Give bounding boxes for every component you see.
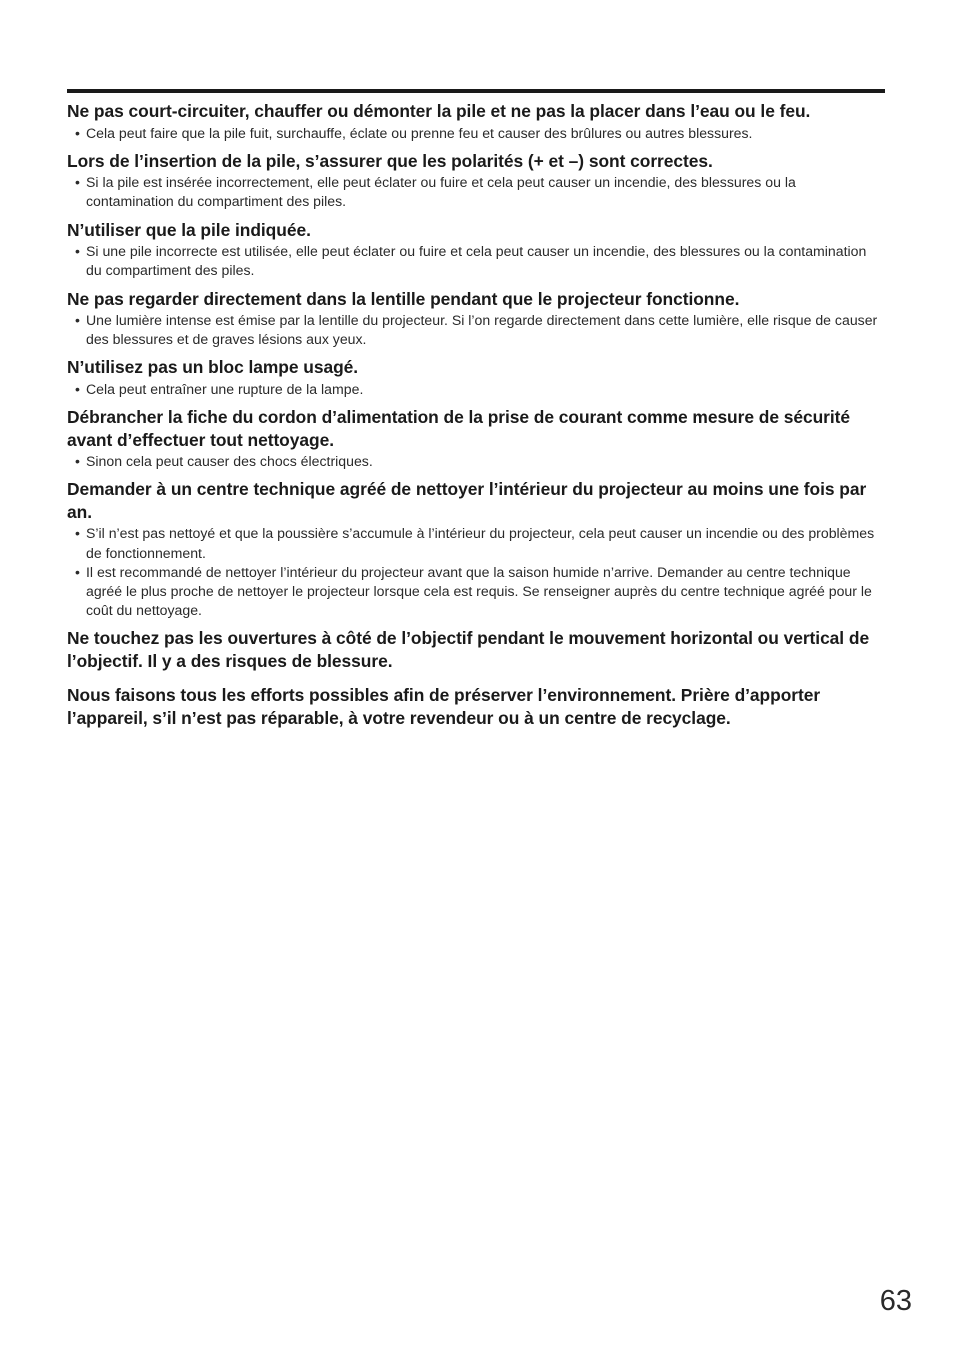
page-number: 63 [879, 1285, 912, 1317]
section-environment [67, 684, 885, 729]
bullet-dot: • [75, 124, 80, 141]
bullet-dot: • [75, 312, 80, 329]
bullet-dot: • [75, 525, 80, 542]
bullet-text: Cela peut faire que la pile fuit, surchauffe, éclate ou prenne feu et causer des brûlures ou autres blessures. [86, 124, 753, 141]
bullet-text: Si une pile incorrecte est utilisée, elle peut éclater ou fuire et cela peut causer un incendie, des blessures ou la contamination du compartiment des piles. [86, 243, 867, 279]
bullet-list [67, 173, 885, 211]
bullet-list [67, 124, 885, 143]
section-battery-polarity [67, 150, 885, 212]
bullet-list [67, 380, 885, 399]
bullet-dot: • [75, 563, 80, 580]
section-heading: Débrancher la fiche du cordon d’alimentation de la prise de courant comme mesure de sécurité avant d’effectuer tout nettoyage. [67, 407, 851, 450]
section-specified-battery [67, 219, 885, 281]
section-lens-openings [67, 627, 885, 672]
section-heading: Nous faisons tous les efforts possibles afin de préserver l’environnement. Prière d’apporter l’appareil, s’il n’est pas réparable, à votre revendeur ou à un centre de recyclage. [67, 685, 821, 728]
bullet-dot: • [75, 380, 80, 397]
section-battery-short-circuit [67, 100, 885, 143]
bullet-dot: • [75, 174, 80, 191]
section-heading: Ne pas regarder directement dans la lentille pendant que le projecteur fonctionne. [67, 288, 740, 309]
section-heading: Lors de l’insertion de la pile, s’assurer que les polarités (+ et –) sont correctes. [67, 150, 713, 171]
bullet-text: Si la pile est insérée incorrectement, elle peut éclater ou fuire et cela peut causer un incendie, des blessures ou la contamination du compartiment des piles. [86, 174, 796, 210]
section-lens-light [67, 288, 885, 350]
bullet-item [67, 563, 885, 621]
bullet-item [67, 311, 885, 349]
section-unplug-before-cleaning [67, 406, 885, 471]
bullet-item [67, 242, 885, 280]
bullet-item [67, 173, 885, 211]
bullet-list [67, 242, 885, 280]
bullet-dot: • [75, 453, 80, 470]
bullet-item [67, 124, 885, 143]
bullet-item [67, 380, 885, 399]
section-heading: Demander à un centre technique agréé de nettoyer l’intérieur du projecteur au moins une fois par an. [67, 479, 867, 522]
bullet-text: Une lumière intense est émise par la lentille du projecteur. Si l’on regarde directement dans cette lumière, elle risque de causer des blessures et de graves lésions aux yeux. [86, 312, 878, 348]
bullet-list [67, 524, 885, 620]
bullet-item [67, 452, 885, 471]
section-heading: N’utilisez pas un bloc lampe usagé. [67, 357, 359, 378]
bullet-dot: • [75, 243, 80, 260]
bullet-list [67, 452, 885, 471]
safety-content [67, 100, 885, 736]
top-rule [67, 89, 885, 93]
section-heading: Ne touchez pas les ouvertures à côté de l’objectif pendant le mouvement horizontal ou vertical de l’objectif. Il y a des risques de blessure. [67, 628, 870, 671]
section-heading: Ne pas court-circuiter, chauffer ou démonter la pile et ne pas la placer dans l’eau ou le feu. [67, 101, 811, 121]
bullet-text: Il est recommandé de nettoyer l’intérieur du projecteur avant que la saison humide n’arrive. Demander au centre technique agréé le plus proche de nettoyer le projecteur lorsque cela est requis. Se renseigner auprès du centre technique agréé pour le coût du nettoyage. [86, 563, 872, 619]
bullet-text: S’il n’est pas nettoyé et que la poussière s’accumule à l’intérieur du projecteur, cela peut causer un incendie ou des problèmes de fonctionnement. [86, 525, 875, 561]
bullet-item [67, 524, 885, 562]
section-annual-cleaning [67, 478, 885, 620]
section-used-lamp [67, 356, 885, 399]
bullet-text: Sinon cela peut causer des chocs électriques. [86, 453, 373, 470]
bullet-text: Cela peut entraîner une rupture de la lampe. [86, 380, 364, 397]
bullet-list [67, 311, 885, 349]
section-heading: N’utiliser que la pile indiquée. [67, 219, 311, 240]
